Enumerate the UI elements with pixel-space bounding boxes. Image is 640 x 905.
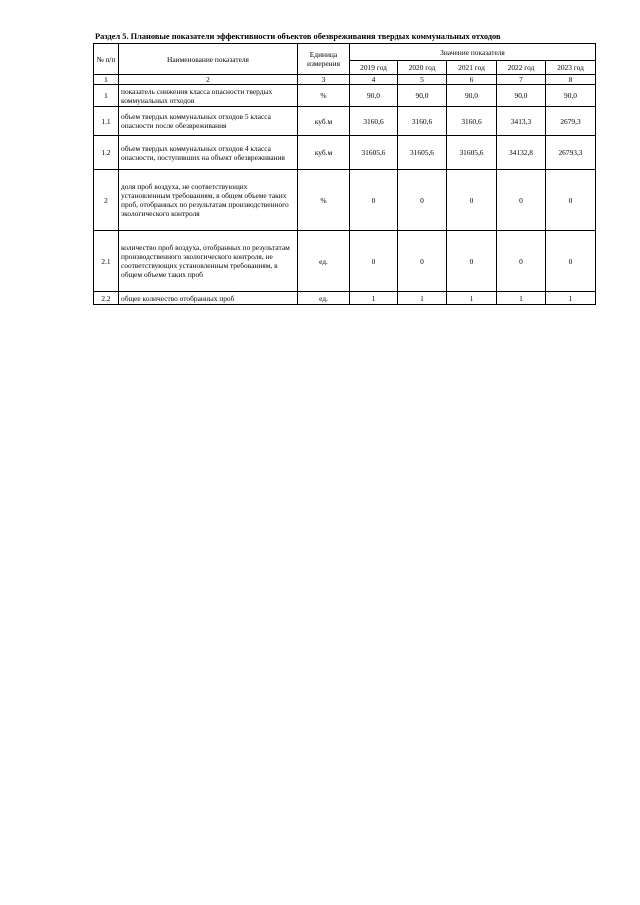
row-value: 34132,8 <box>497 136 546 170</box>
row-num: 1 <box>94 85 119 107</box>
row-value: 0 <box>497 170 546 231</box>
row-value: 90,0 <box>546 85 596 107</box>
row-value: 90,0 <box>350 85 398 107</box>
header-year: 2021 год <box>447 61 497 75</box>
row-value: 0 <box>350 231 398 292</box>
column-number: 1 <box>94 75 119 85</box>
table-row <box>94 136 596 170</box>
row-value: 26793,3 <box>546 136 596 170</box>
table-row <box>94 231 596 292</box>
row-value: 0 <box>447 170 497 231</box>
row-value: 0 <box>497 231 546 292</box>
row-num: 1.2 <box>94 136 119 170</box>
row-value: 0 <box>546 231 596 292</box>
row-num: 2.1 <box>94 231 119 292</box>
row-value: 3160,6 <box>447 107 497 136</box>
row-value: 0 <box>546 170 596 231</box>
column-number: 6 <box>447 75 497 85</box>
row-value: 31605,6 <box>447 136 497 170</box>
row-value: 90,0 <box>447 85 497 107</box>
row-num: 2 <box>94 170 119 231</box>
row-name: количество проб воздуха, отобранных по результатам производственного экологического контроля, не соответствующих установленным требованиям, в общем объеме таких проб <box>119 231 298 292</box>
row-value: 1 <box>447 292 497 305</box>
row-value: 1 <box>350 292 398 305</box>
column-number: 8 <box>546 75 596 85</box>
header-num: № п/п <box>94 44 119 75</box>
header-value-group: Значение показателя <box>350 44 596 61</box>
table-row <box>94 85 596 107</box>
column-number: 5 <box>398 75 447 85</box>
column-number: 2 <box>119 75 298 85</box>
row-name: показатель снижения класса опасности твердых коммунальных отходов <box>119 85 298 107</box>
header-row <box>94 44 596 61</box>
header-year: 2019 год <box>350 61 398 75</box>
row-value: 3160,6 <box>350 107 398 136</box>
row-value: 3160,6 <box>398 107 447 136</box>
header-unit: Единица измерения <box>298 44 350 75</box>
column-number: 4 <box>350 75 398 85</box>
row-value: 1 <box>398 292 447 305</box>
row-unit: ед. <box>298 292 350 305</box>
column-number: 3 <box>298 75 350 85</box>
row-unit: ед. <box>298 231 350 292</box>
header-name: Наименование показателя <box>119 44 298 75</box>
row-value: 31605,6 <box>350 136 398 170</box>
row-value: 2679,3 <box>546 107 596 136</box>
row-unit: куб.м <box>298 107 350 136</box>
row-value: 0 <box>447 231 497 292</box>
row-name: объем твердых коммунальных отходов 5 класса опасности после обезвреживания <box>119 107 298 136</box>
column-number: 7 <box>497 75 546 85</box>
row-value: 0 <box>350 170 398 231</box>
section-title: Раздел 5. Плановые показатели эффективности объектов обезвреживания твердых коммунальных отходов <box>95 32 501 41</box>
table-row <box>94 292 596 305</box>
row-value: 1 <box>497 292 546 305</box>
row-name: доля проб воздуха, не соответствующих установленным требованиям, в общем объеме таких проб, отобранных по результатам производственного экологического контроля <box>119 170 298 231</box>
row-value: 0 <box>398 170 447 231</box>
table-row <box>94 107 596 136</box>
row-value: 31605,6 <box>398 136 447 170</box>
table-row <box>94 170 596 231</box>
indicators-table <box>93 43 596 305</box>
row-value: 0 <box>398 231 447 292</box>
row-name: общее количество отобранных проб <box>119 292 298 305</box>
row-value: 1 <box>546 292 596 305</box>
row-unit: % <box>298 85 350 107</box>
row-value: 90,0 <box>497 85 546 107</box>
row-num: 1.1 <box>94 107 119 136</box>
header-year: 2022 год <box>497 61 546 75</box>
row-unit: % <box>298 170 350 231</box>
row-name: объем твердых коммунальных отходов 4 класса опасности, поступивших на объект обезвреживания <box>119 136 298 170</box>
column-numbers-row <box>94 75 596 85</box>
row-num: 2.2 <box>94 292 119 305</box>
row-value: 3413,3 <box>497 107 546 136</box>
header-year: 2023 год <box>546 61 596 75</box>
row-unit: куб.м <box>298 136 350 170</box>
row-value: 90,0 <box>398 85 447 107</box>
header-year: 2020 год <box>398 61 447 75</box>
